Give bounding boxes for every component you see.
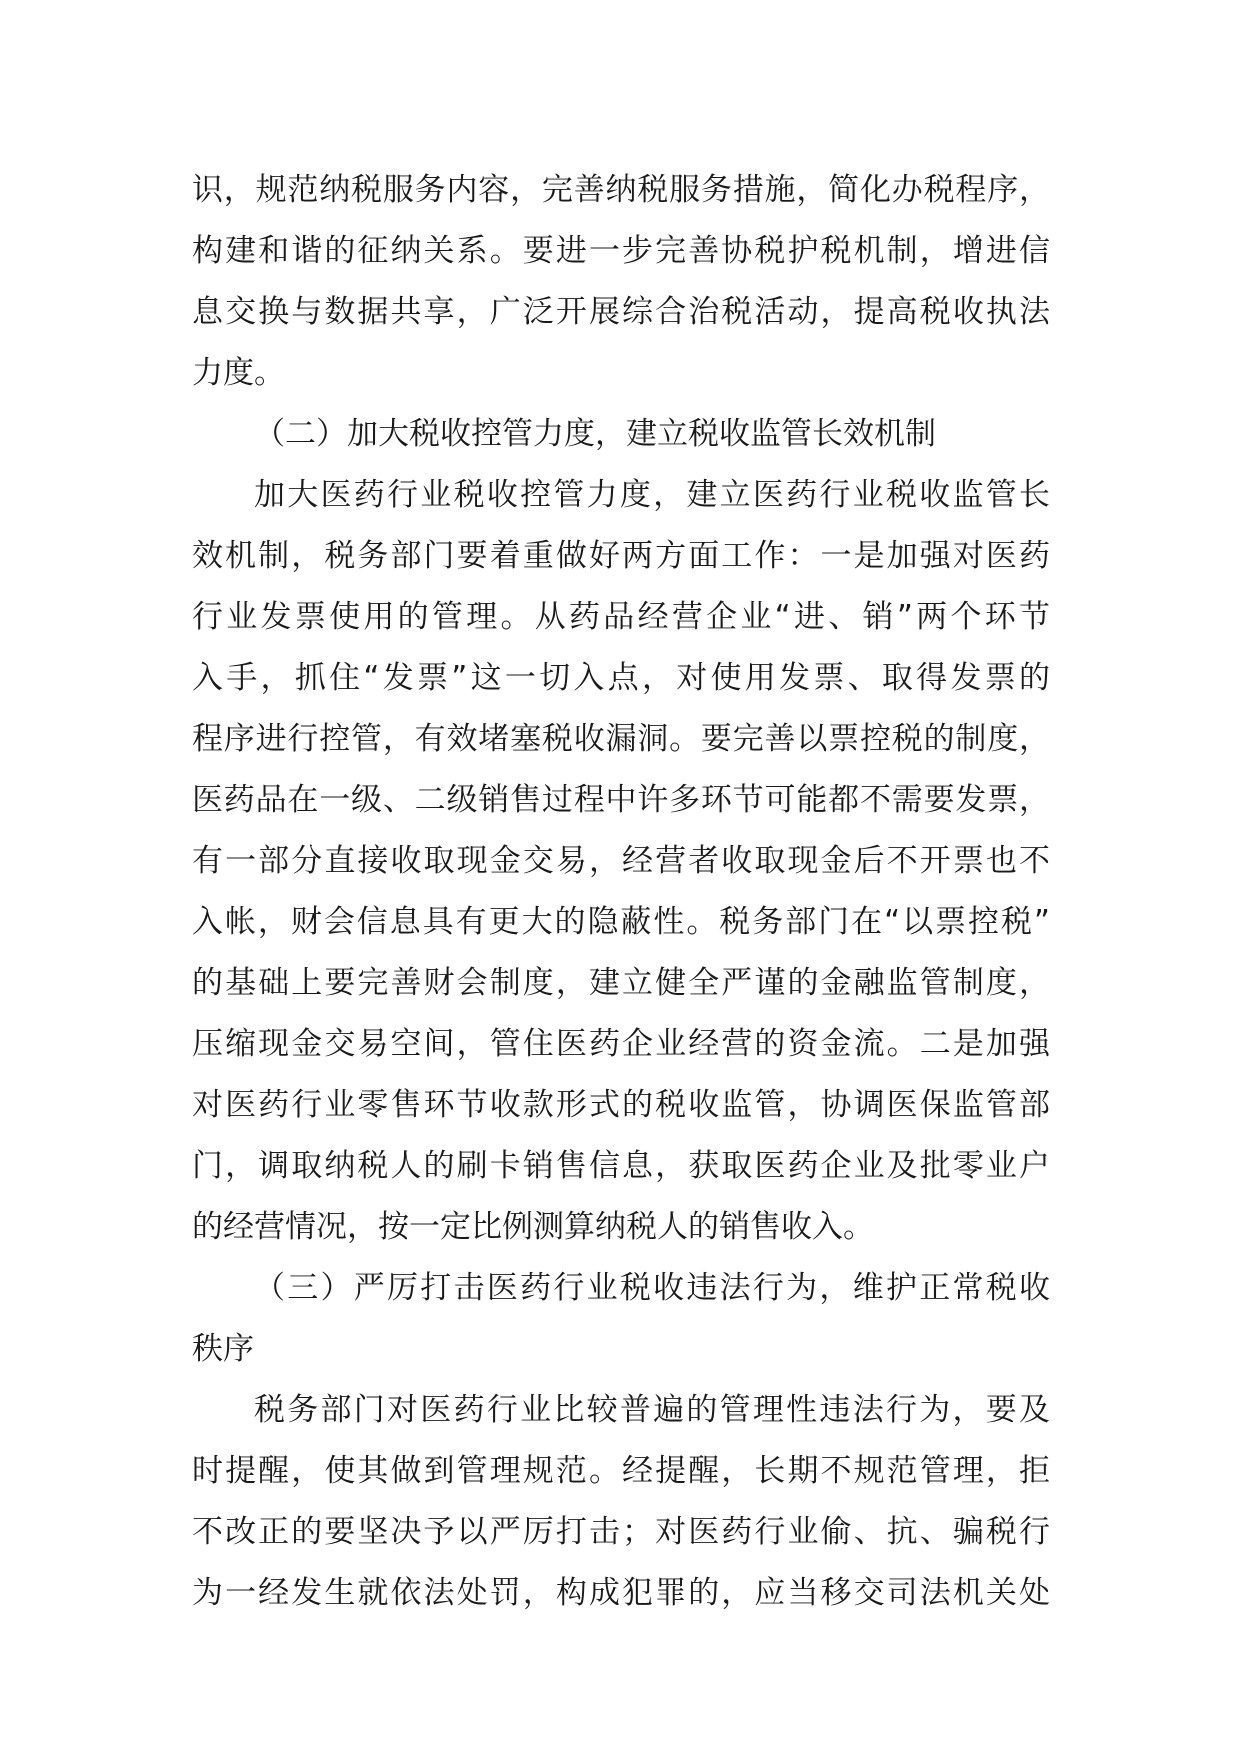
text-line: 有一部分直接收取现金交易，经营者收取现金后不开票也不 <box>192 843 1050 879</box>
text-line: 行业发票使用的管理。从药品经营企业“进、销”两个环节 <box>192 599 1050 635</box>
text-line: 加大医药行业税收控管力度，建立医药行业税收监管长 <box>254 477 1050 513</box>
text-line: 构建和谐的征纳关系。要进一步完善协税护税机制，增进信 <box>192 233 1050 269</box>
text-line: 时提醒，使其做到管理规范。经提醒，长期不规范管理，拒 <box>192 1453 1050 1489</box>
text-line: 的基础上要完善财会制度，建立健全严谨的金融监管制度， <box>192 965 1050 1001</box>
text-line: 压缩现金交易空间，管住医药企业经营的资金流。二是加强 <box>192 1026 1050 1062</box>
document-body <box>192 160 1050 1624</box>
text-line: 入帐，财会信息具有更大的隐蔽性。税务部门在“以票控税” <box>192 904 1050 940</box>
text-line: 识，规范纳税服务内容，完善纳税服务措施，简化办税程序， <box>192 172 1050 208</box>
text-line: 不改正的要坚决予以严厉打击；对医药行业偷、抗、骗税行 <box>192 1514 1050 1550</box>
text-line: （三）严厉打击医药行业税收违法行为，维护正常税收 <box>254 1270 1050 1306</box>
text-line: 程序进行控管，有效堵塞税收漏洞。要完善以票控税的制度， <box>192 721 1050 757</box>
text-line: 门，调取纳税人的刷卡销售信息，获取医药企业及批零业户 <box>192 1148 1050 1184</box>
text-line: 入手，抓住“发票”这一切入点，对使用发票、取得发票的 <box>192 660 1050 696</box>
text-line: 的经营情况，按一定比例测算纳税人的销售收入。 <box>192 1209 874 1245</box>
text-line: 秩序 <box>192 1331 254 1367</box>
text-line: 为一经发生就依法处罚，构成犯罪的，应当移交司法机关处 <box>192 1575 1050 1611</box>
text-line: 医药品在一级、二级销售过程中许多环节可能都不需要发票， <box>192 782 1050 818</box>
text-line: 税务部门对医药行业比较普遍的管理性违法行为，要及 <box>254 1392 1050 1428</box>
text-line: 力度。 <box>192 355 285 391</box>
text-line: 对医药行业零售环节收款形式的税收监管，协调医保监管部 <box>192 1087 1050 1123</box>
text-line: （二）加大税收控管力度，建立税收监管长效机制 <box>254 416 936 452</box>
text-line: 息交换与数据共享，广泛开展综合治税活动，提高税收执法 <box>192 294 1050 330</box>
text-line: 效机制，税务部门要着重做好两方面工作：一是加强对医药 <box>192 538 1050 574</box>
